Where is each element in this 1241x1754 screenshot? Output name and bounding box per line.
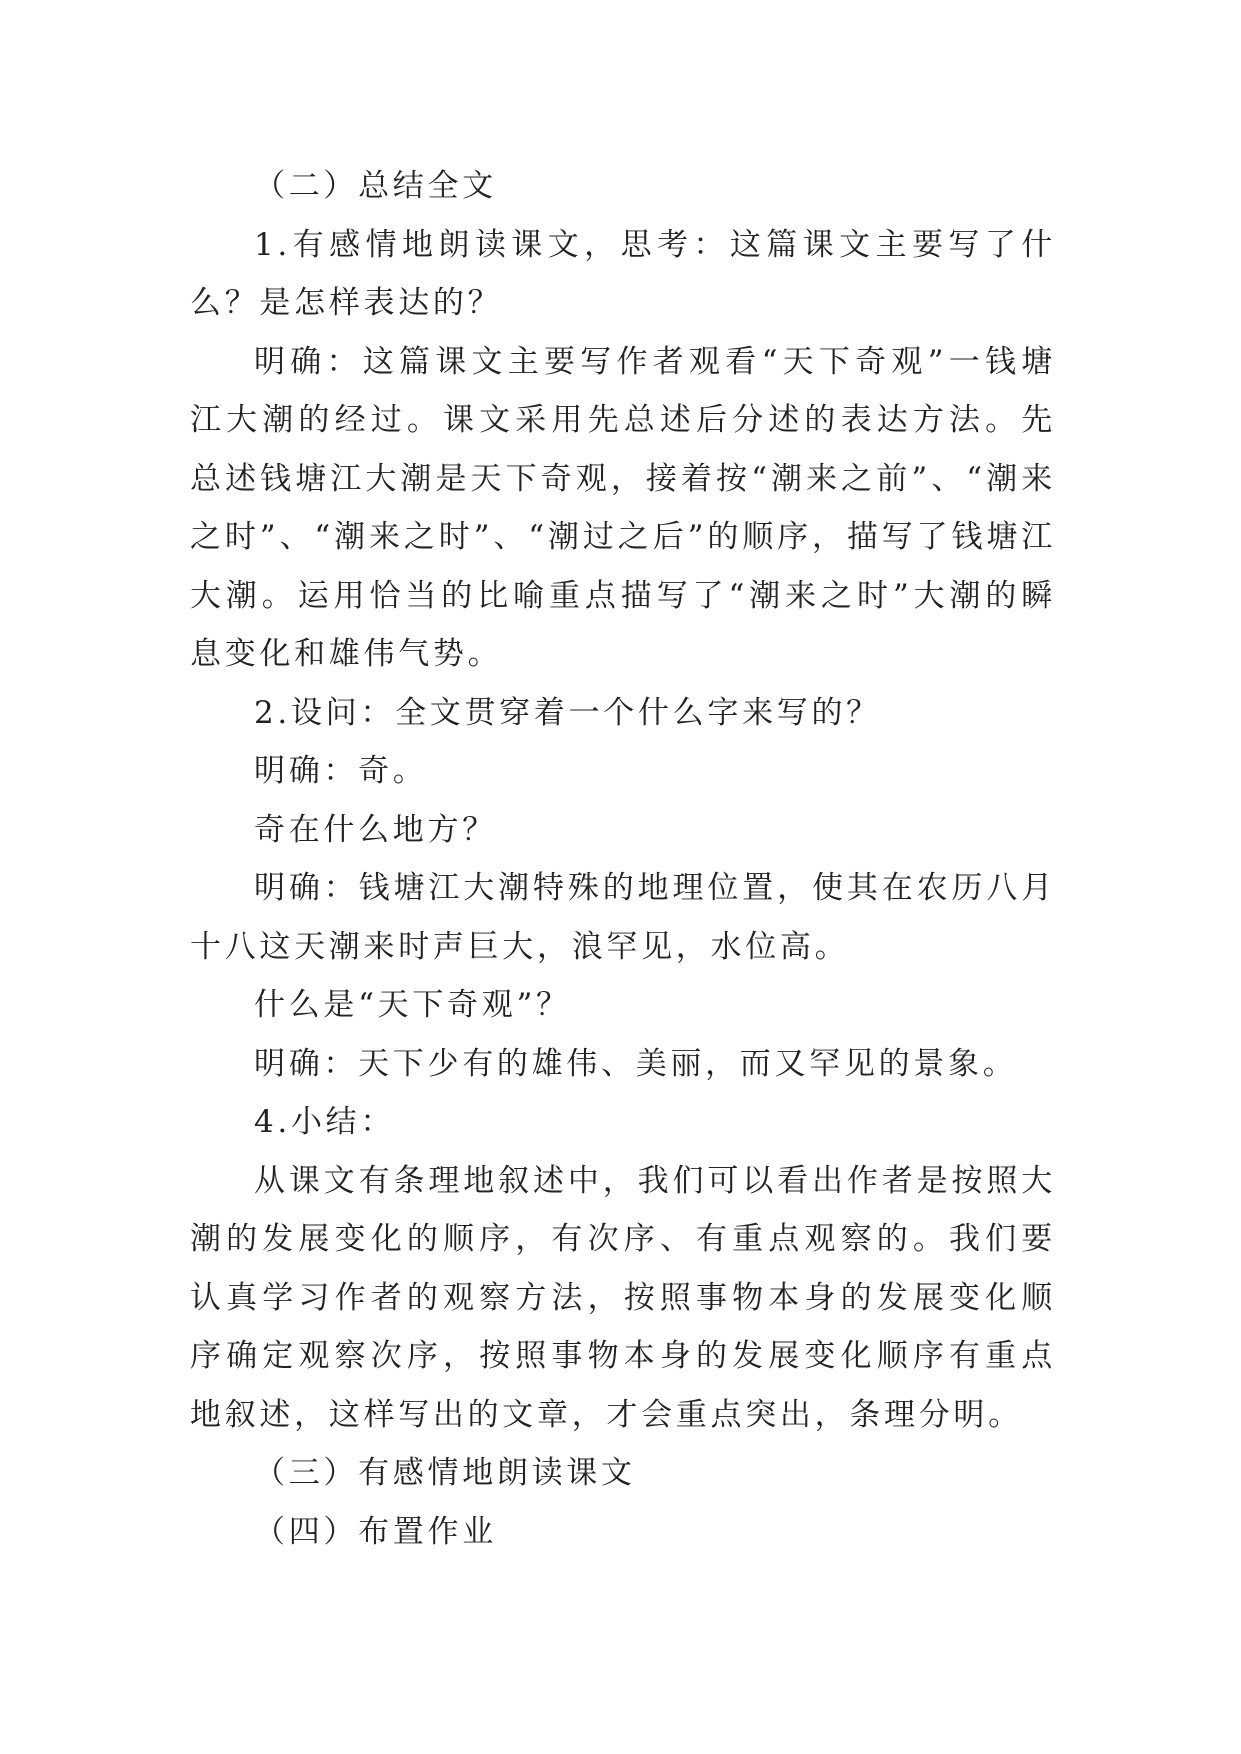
section-heading: （三）有感情地朗读课文	[254, 1455, 636, 1491]
section-heading: （二）总结全文	[254, 168, 497, 204]
section-heading: （四）布置作业	[254, 1513, 497, 1550]
summary-label: 4.小结：	[254, 1104, 396, 1140]
answer-paragraph: 明确：这篇课文主要写作者观看“天下奇观”一钱塘江大潮的经过。课文采用先总述后分述的表达方法。先总述钱塘江大潮是天下奇观，接着按“潮来之前”、“潮来之时”、“潮来之时”、“潮过之后”的顺序，描写了钱塘江大潮。运用恰当的比喻重点描写了“潮来之时”大潮的瞬息变化和雄伟气势。	[190, 343, 1056, 672]
document-body	[190, 157, 1056, 1561]
answer-paragraph: 明确：天下少有的雄伟、美丽，而又罕见的景象。	[254, 1045, 1018, 1082]
question-paragraph: 什么是“天下奇观”？	[254, 987, 571, 1023]
answer-paragraph: 明确：奇。	[254, 753, 428, 789]
question-paragraph: 1.有感情地朗读课文，思考：这篇课文主要写了什么？是怎样表达的？	[190, 226, 1056, 321]
question-paragraph: 奇在什么地方？	[254, 811, 497, 848]
summary-paragraph: 从课文有条理地叙述中，我们可以看出作者是按照大潮的发展变化的顺序，有次序、有重点观察的。我们要认真学习作者的观察方法，按照事物本身的发展变化顺序确定观察次序，按照事物本身的发展变化顺序有重点地叙述，这样写出的文章，才会重点突出，条理分明。	[190, 1162, 1056, 1433]
answer-paragraph: 明确：钱塘江大潮特殊的地理位置，使其在农历八月十八这天潮来时声巨大，浪罕见，水位高。	[190, 870, 1056, 965]
question-paragraph: 2.设问：全文贯穿着一个什么字来写的？	[254, 694, 881, 731]
